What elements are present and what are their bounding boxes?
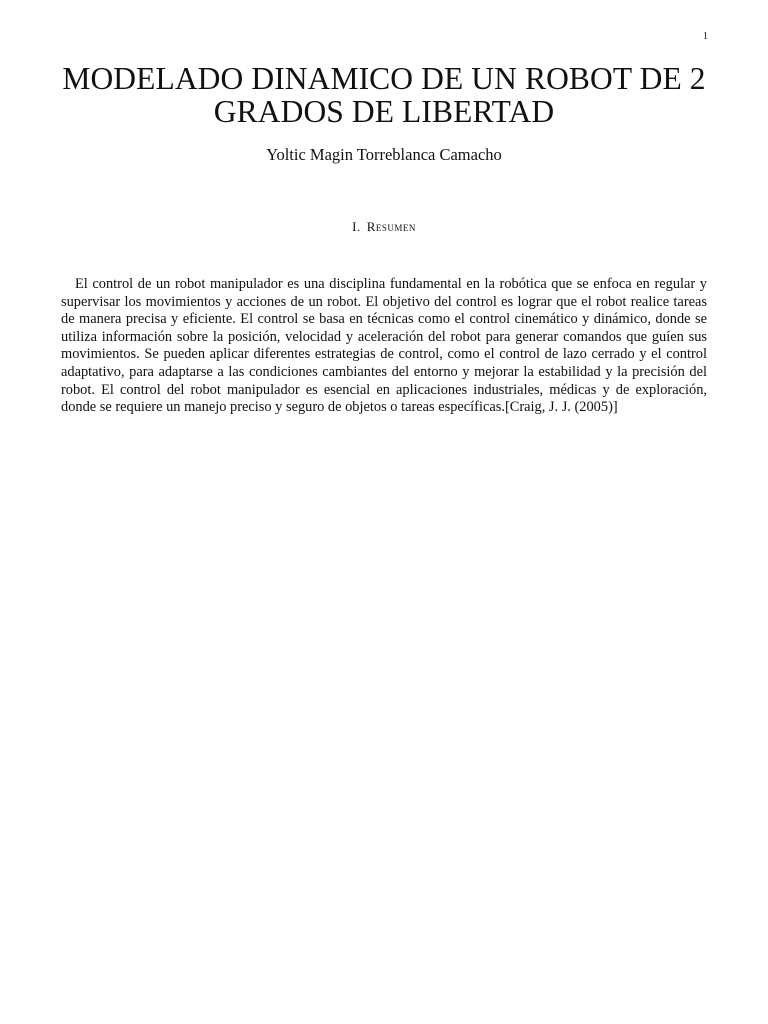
section-title: Resumen — [366, 219, 416, 234]
paper-title: MODELADO DINAMICO DE UN ROBOT DE 2 GRADOS DE LIBERTAD — [62, 61, 706, 129]
author-name: Yoltic Magin Torreblanca Camacho — [266, 145, 502, 164]
page-number: 1 — [703, 31, 708, 42]
section-heading — [40, 219, 728, 235]
abstract-paragraph: El control de un robot manipulador es una disciplina fundamental en la robótica que se enfoca en regular y supervisar los movimientos y acciones de un robot. El objetivo del control es lograr que el robot realice tareas de manera precisa y eficiente. El control se basa en técnicas como el control cinemático y dinámico, donde se utiliza información sobre la posición, velocidad y aceleración del robot para generar comandos que guíen sus movimientos. Se pueden aplicar diferentes estrategias de control, como el control de lazo cerrado y el control adaptativo, para adaptarse a las condiciones cambiantes del entorno y mejorar la estabilidad y la precisión del robot. El control del robot manipulador es esencial en aplicaciones industriales, médicas y de exploración, donde se requiere un manejo preciso y seguro de objetos o tareas específicas.[Craig, J. J. (2005)] — [61, 276, 707, 416]
section-number: I. — [352, 219, 361, 234]
